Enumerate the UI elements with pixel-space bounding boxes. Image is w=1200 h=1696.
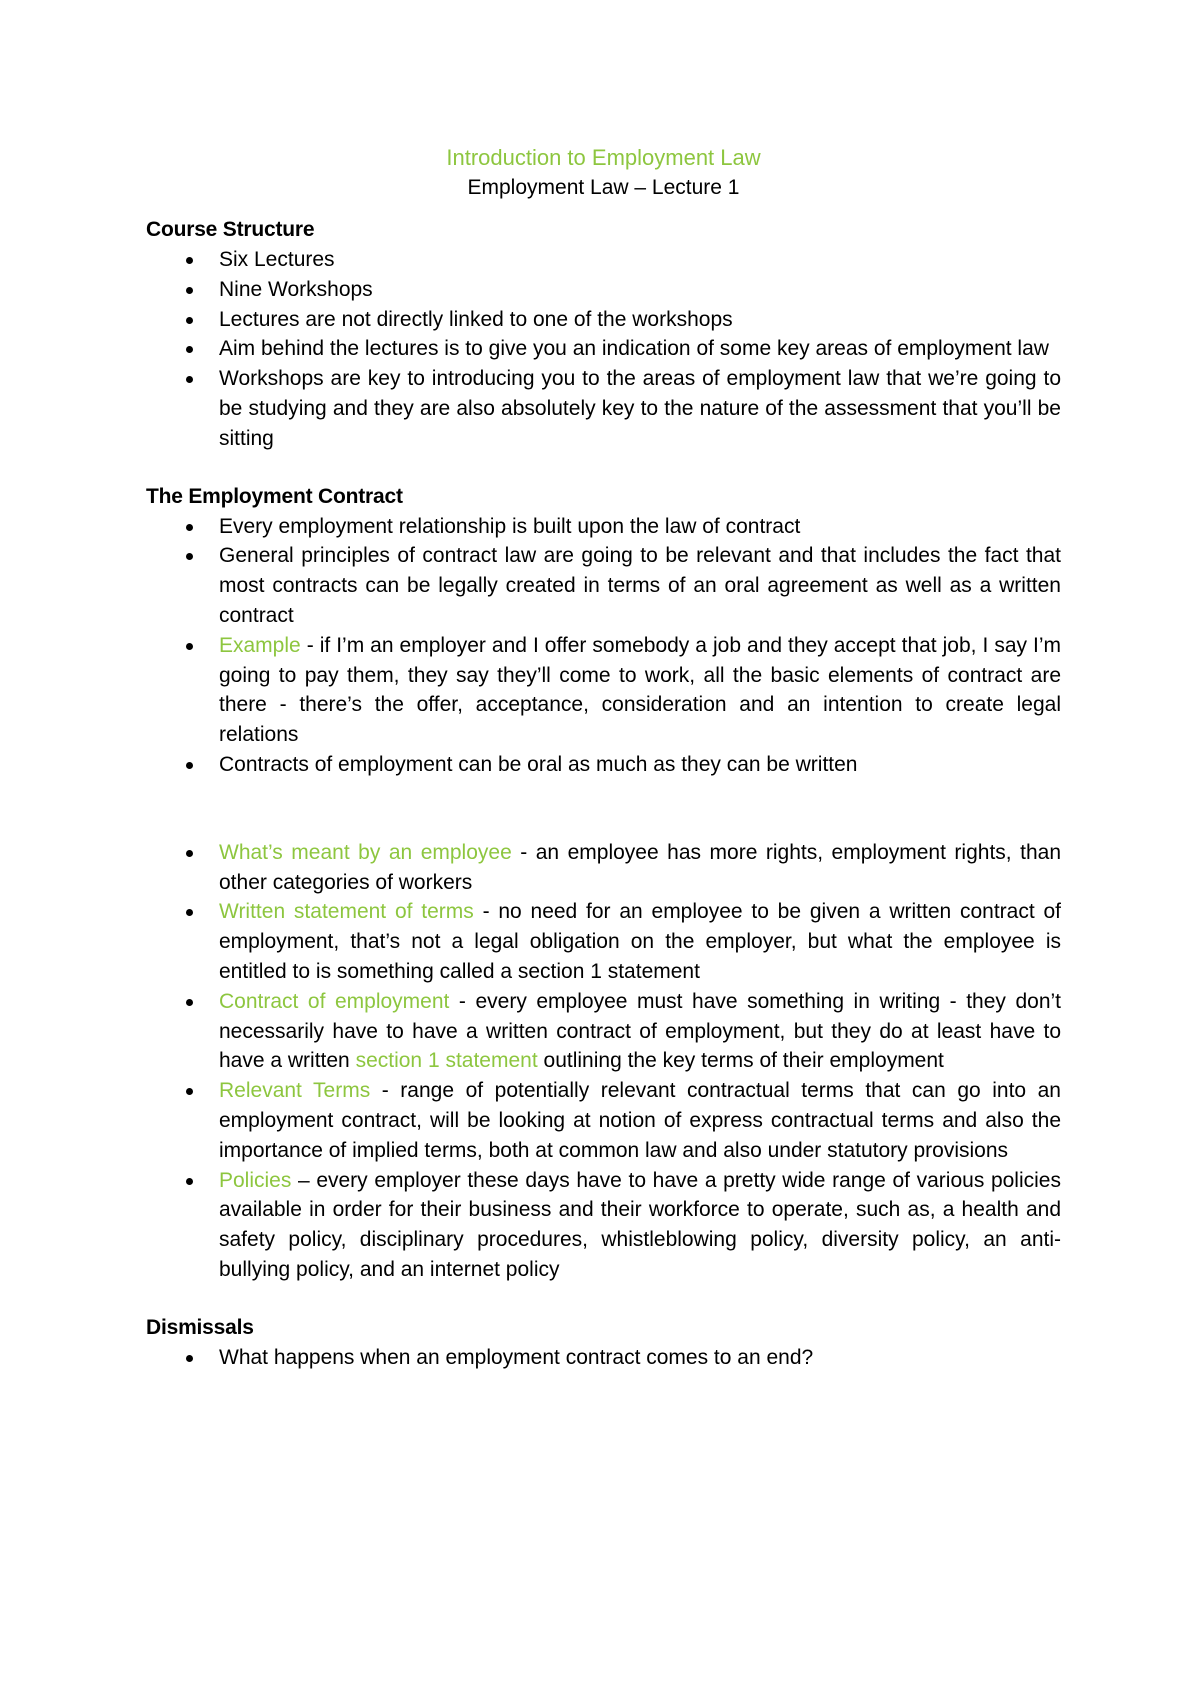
list-item	[146, 987, 1061, 1076]
item-text: - an employee has more rights, employment rights, than other categories of workers	[219, 840, 1061, 894]
list-item: Aim behind the lectures is to give you an indication of some key areas of employment law	[146, 334, 1061, 364]
list-item	[146, 631, 1061, 750]
highlighted-term: Written statement of terms	[219, 900, 474, 924]
item-text: - if I’m an employer and I offer somebody a job and they accept that job, I say I’m going to pay them, they say they’ll come to work, all the basic elements of contract are there - there’s the offer, acceptance, consideration and an intention to create legal relations	[219, 633, 1061, 747]
item-text: General principles of contract law are going to be relevant and that includes the fact that most contracts can be legally created in terms of an oral agreement as well as a written contract	[219, 544, 1061, 627]
item-text: Every employment relationship is built upon the law of contract	[219, 514, 801, 538]
heading-employment-contract: The Employment Contract	[146, 484, 403, 508]
heading-course-structure: Course Structure	[146, 218, 315, 241]
item-text: - range of potentially relevant contractual terms that can go into an employment contract, will be looking at notion of express contractual terms and also the importance of implied terms, both at common law and also under statutory provisions	[219, 1079, 1061, 1162]
item-text: Contracts of employment can be oral as much as they can be written	[219, 752, 858, 776]
highlighted-term: section 1 statement	[355, 1049, 538, 1073]
list-item: Workshops are key to introducing you to the areas of employment law that we’re going to be studying and they are also absolutely key to the nature of the assessment that you’ll be sitting	[146, 364, 1061, 453]
highlighted-term: Example	[219, 633, 301, 657]
highlighted-term: Relevant Terms	[219, 1079, 371, 1103]
document-body	[146, 143, 1061, 1373]
course-structure-list	[146, 245, 1061, 454]
employment-contract-list	[146, 512, 1061, 780]
list-item: Lectures are not directly linked to one of the workshops	[146, 305, 1061, 335]
item-text: - no need for an employee to be given a written contract of employment, that’s not a legal obligation on the employer, but what the employee is entitled to is something called a section 1 statement	[219, 900, 1062, 983]
document-subtitle: Employment Law – Lecture 1	[467, 176, 740, 199]
list-item	[146, 1166, 1061, 1285]
list-item	[146, 897, 1061, 986]
item-text: - every employee must have something in writing - they don’t necessarily have to have a written contract of employment, but they do at least have to have a written	[219, 989, 1062, 1073]
list-item: Six Lectures	[146, 245, 1061, 275]
list-item: Nine Workshops	[146, 275, 1061, 305]
heading-dismissals: Dismissals	[146, 1315, 254, 1339]
highlighted-term: What’s meant by an employee	[219, 840, 512, 864]
item-text: – every employer these days have to have a pretty wide range of various policies available in order for their business and their workforce to operate, such as, a health and safety policy, disciplinary procedures, whistleblowing policy, diversity policy, an anti-bullying policy, and an internet policy	[219, 1168, 1061, 1281]
highlighted-term: Contract of employment	[219, 989, 450, 1013]
list-item	[146, 1076, 1061, 1165]
list-item	[146, 541, 1061, 630]
list-item	[146, 750, 1061, 780]
list-item	[146, 838, 1061, 898]
list-item	[146, 512, 1061, 542]
item-text: outlining the key terms of their employment	[537, 1049, 944, 1073]
list-item: What happens when an employment contract comes to an end?	[146, 1343, 1061, 1373]
document-title: Introduction to Employment Law	[446, 145, 761, 170]
employment-contract-list-continued	[146, 838, 1061, 1285]
highlighted-term: Policies	[219, 1168, 292, 1192]
dismissals-list	[146, 1343, 1061, 1373]
